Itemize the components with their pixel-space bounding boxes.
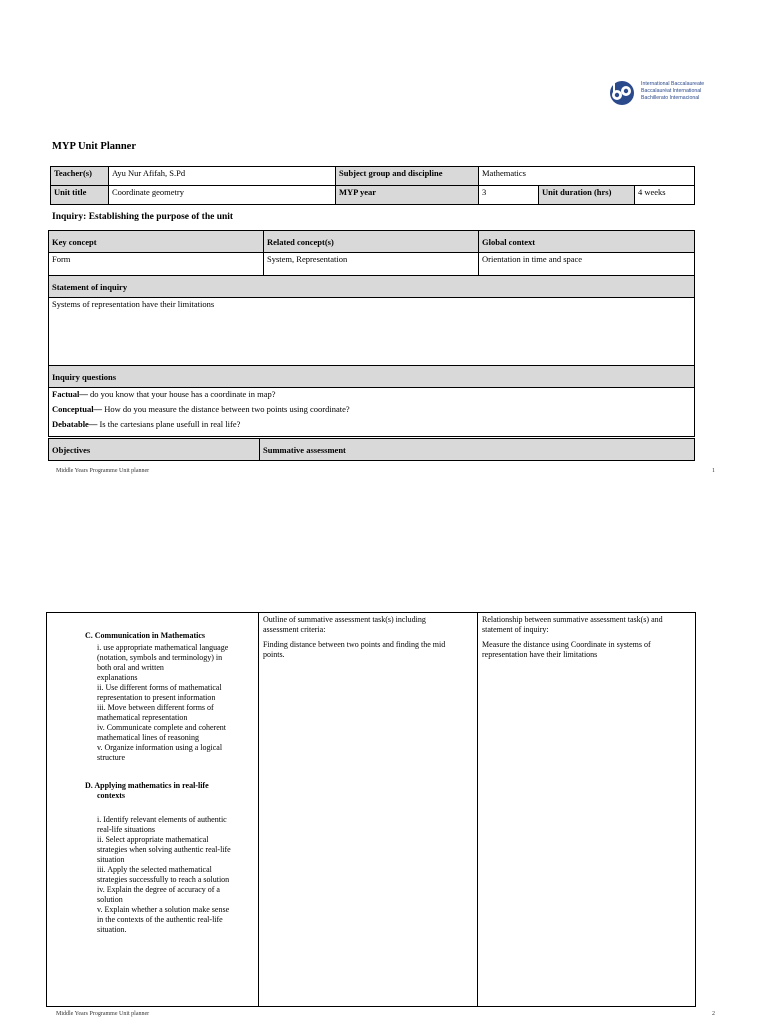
column-divider-2 xyxy=(477,613,478,1006)
logo-line-3: Bachillerato Internacional xyxy=(641,95,700,101)
criterion-c-line: (notation, symbols and terminology) in xyxy=(97,653,223,662)
criterion-c-line: mathematical representation xyxy=(97,713,188,722)
objectives-label: Objectives xyxy=(49,439,260,461)
summative-label: Summative assessment xyxy=(260,439,695,461)
criterion-d-list xyxy=(85,815,255,935)
criterion-d-line: real-life situations xyxy=(97,825,155,834)
unit-title-label: Unit title xyxy=(51,186,109,205)
footer-text-page-1: Middle Years Programme Unit planner xyxy=(56,468,150,474)
criterion-c-title: C. Communication in Mathematics xyxy=(85,631,205,640)
criterion-d-line: solution xyxy=(97,895,123,904)
inquiry-section-title xyxy=(52,212,233,222)
global-context-label: Global context xyxy=(479,231,695,253)
ib-logo-text xyxy=(641,81,704,102)
criterion-c-line: structure xyxy=(97,753,125,762)
criterion-c-line: v. Organize information using a logical xyxy=(97,743,223,752)
statement-value: Systems of representation have their limitations xyxy=(49,298,695,366)
outline-heading-line-2: assessment criteria: xyxy=(263,625,326,634)
outline-text-line-1: Finding distance between two points and finding the mid xyxy=(263,640,446,649)
debatable-question xyxy=(52,419,691,429)
subject-label: Subject group and discipline xyxy=(336,167,479,186)
factual-label: Factual— xyxy=(52,389,88,399)
relationship-text-line-2: representation have their limitations xyxy=(482,650,598,659)
criterion-c-line: iv. Communicate complete and coherent xyxy=(97,723,226,732)
inquiry-table xyxy=(48,230,695,437)
myp-year-label: MYP year xyxy=(336,186,479,205)
key-concept-value: Form xyxy=(49,253,264,276)
criterion-d-title-2: contexts xyxy=(97,791,125,800)
criteria-column xyxy=(85,631,255,1006)
criterion-d-line: i. Identify relevant elements of authentic xyxy=(97,815,227,824)
criterion-d-line: strategies successfully to reach a solution xyxy=(97,875,230,884)
conceptual-text: How do you measure the distance between two points using coordinate? xyxy=(102,404,350,414)
relationship-heading-line-2: statement of inquiry: xyxy=(482,625,549,634)
factual-question xyxy=(52,389,691,399)
key-concept-label: Key concept xyxy=(49,231,264,253)
inquiry-title-bold: Inquiry xyxy=(52,212,84,222)
subject-value: Mathematics xyxy=(479,167,695,186)
logo-line-1: International Baccalaureate xyxy=(641,81,705,87)
criterion-c-line: ii. Use different forms of mathematical xyxy=(97,683,222,692)
unit-info-table xyxy=(50,166,695,205)
criterion-d-line: iv. Explain the degree of accuracy of a xyxy=(97,885,220,894)
conceptual-question xyxy=(52,404,691,414)
duration-value: 4 weeks xyxy=(635,186,695,205)
teacher-value: Ayu Nur Afifah, S.Pd xyxy=(109,167,336,186)
logo-line-2: Baccalauréat International xyxy=(641,88,702,94)
objectives-detail-box xyxy=(46,612,696,1007)
unit-title-value: Coordinate geometry xyxy=(109,186,336,205)
criterion-c-line: i. use appropriate mathematical language xyxy=(97,643,229,652)
objectives-header-table xyxy=(48,438,695,461)
global-context-value: Orientation in time and space xyxy=(479,253,695,276)
duration-label: Unit duration (hrs) xyxy=(539,186,635,205)
criterion-d-line: strategies when solving authentic real-life xyxy=(97,845,231,854)
criterion-c-line: both oral and written xyxy=(97,663,164,672)
teacher-label: Teacher(s) xyxy=(51,167,109,186)
myp-year-value: 3 xyxy=(479,186,539,205)
criterion-d-line: in the contexts of the authentic real-life xyxy=(97,915,223,924)
criterion-c-line: explanations xyxy=(97,673,138,682)
statement-label: Statement of inquiry xyxy=(49,276,695,298)
criterion-c-line: mathematical lines of reasoning xyxy=(97,733,199,742)
page-title: MYP Unit Planner xyxy=(52,141,136,152)
criterion-d-line: situation xyxy=(97,855,125,864)
footer-text-page-2: Middle Years Programme Unit planner xyxy=(56,1011,150,1017)
ib-logo xyxy=(608,78,718,110)
ib-logo-icon xyxy=(608,78,636,108)
outline-text-line-2: points. xyxy=(263,650,285,659)
debatable-label: Debatable— xyxy=(52,419,98,429)
factual-text: do you know that your house has a coordinate in map? xyxy=(87,389,276,399)
column-divider-1 xyxy=(258,613,259,1006)
inquiry-questions-label: Inquiry questions xyxy=(49,366,695,388)
debatable-text: Is the cartesians plane usefull in real life? xyxy=(97,419,241,429)
criterion-d-line: v. Explain whether a solution make sense xyxy=(97,905,230,914)
outline-column xyxy=(263,615,473,1006)
criterion-d-line: iii. Apply the selected mathematical xyxy=(97,865,212,874)
footer-page-number-2: 2 xyxy=(712,1011,715,1017)
criterion-c-line: iii. Move between different forms of xyxy=(97,703,214,712)
criterion-c-line: representation to present information xyxy=(97,693,216,702)
criterion-d-title-1: D. Applying mathematics in real-life xyxy=(85,781,209,790)
conceptual-label: Conceptual— xyxy=(52,404,103,414)
criterion-c-list xyxy=(85,643,255,763)
relationship-text-line-1: Measure the distance using Coordinate in systems of xyxy=(482,640,651,649)
related-concepts-value: System, Representation xyxy=(264,253,479,276)
relationship-column xyxy=(482,615,692,1006)
outline-heading-line-1: Outline of summative assessment task(s) including xyxy=(263,615,426,624)
related-concepts-label: Related concept(s) xyxy=(264,231,479,253)
footer-page-number-1: 1 xyxy=(712,468,715,474)
criterion-d-line: ii. Select appropriate mathematical xyxy=(97,835,209,844)
inquiry-questions xyxy=(49,388,695,437)
relationship-heading-line-1: Relationship between summative assessment task(s) and xyxy=(482,615,663,624)
inquiry-title-rest: : Establishing the purpose of the unit xyxy=(83,212,234,222)
criterion-d-line: situation. xyxy=(97,925,127,934)
